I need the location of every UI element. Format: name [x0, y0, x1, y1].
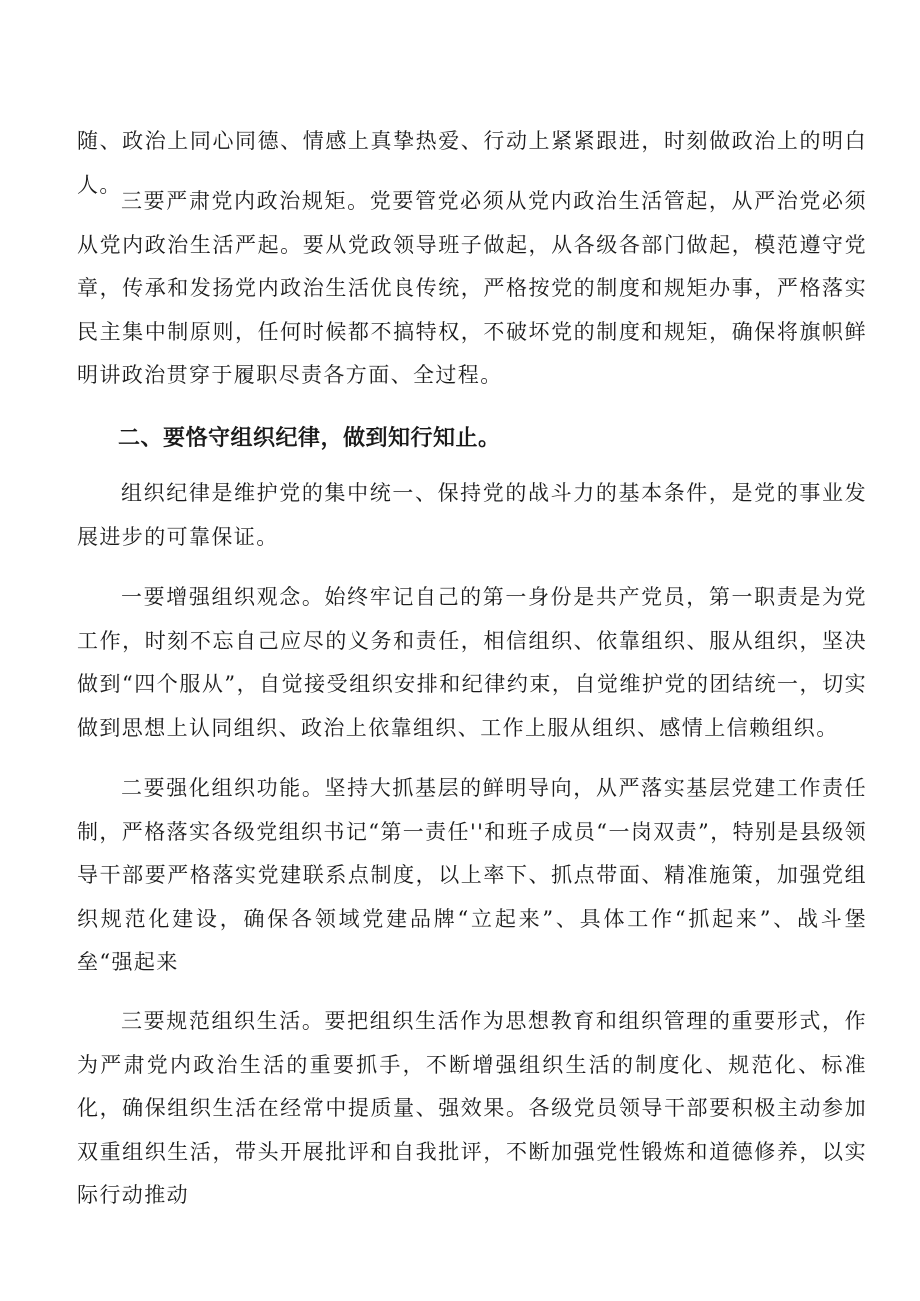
paragraph-organizational-function: 二要强化组织功能。坚持大抓基层的鲜明导向，从严落实基层党建工作责任制，严格落实各级党组织书记“第一责任''和班子成员“一岗双责”，特别是县级领导干部要严格落实党建联系点制度，以上率下、抓点带面、精准施策，加强党组织规范化建设，确保各领域党建品牌“立起来”、具体工作“抓起来”、战斗堡垒“强起来 — [77, 776, 867, 974]
paragraph-organizational-discipline: 组织纪律是维护党的集中统一、保持党的战斗力的基本条件，是党的事业发展进步的可靠保证。 — [77, 481, 867, 549]
section-heading: 二、要恪守组织纪律，做到知行知止。 — [118, 426, 501, 451]
paragraph-continued: 随、政治上同心同德、情感上真挚热爱、行动上紧紧跟进，时刻做政治上的明白人。 — [77, 129, 867, 197]
paragraph-organizational-awareness: 一要增强组织观念。始终牢记自己的第一身份是共产党员，第一职责是为党工作，时刻不忘自己应尽的义务和责任，相信组织、依靠组织、服从组织，坚决做到“四个服从”，自觉接受组织安排和纪律约束，自觉维护党的团结统一，切实做到思想上认同组织、政治上依靠组织、工作上服从组织、感情上信赖组织。 — [77, 585, 867, 740]
paragraph-organizational-life: 三要规范组织生活。要把组织生活作为思想教育和组织管理的重要形式，作为严肃党内政治生活的重要抓手，不断增强组织生活的制度化、规范化、标准化，确保组织生活在经常中提质量、强效果。各级党员领导干部要积极主动参加双重组织生活，带头开展批评和自我批评，不断加强党性锻炼和道德修养，以实际行动推动 — [77, 1009, 867, 1207]
paragraph-political-rules: 三要严肃党内政治规矩。党要管党必须从党内政治生活管起，从严治党必须从党内政治生活严起。要从党政领导班子做起，从各级各部门做起，模范遵守党章，传承和发扬党内政治生活优良传统，严格按党的制度和规矩办事，严格落实民主集中制原则，任何时候都不搞特权，不破坏党的制度和规矩，确保将旗帜鲜明讲政治贯穿于履职尽责各方面、全过程。 — [77, 189, 867, 387]
